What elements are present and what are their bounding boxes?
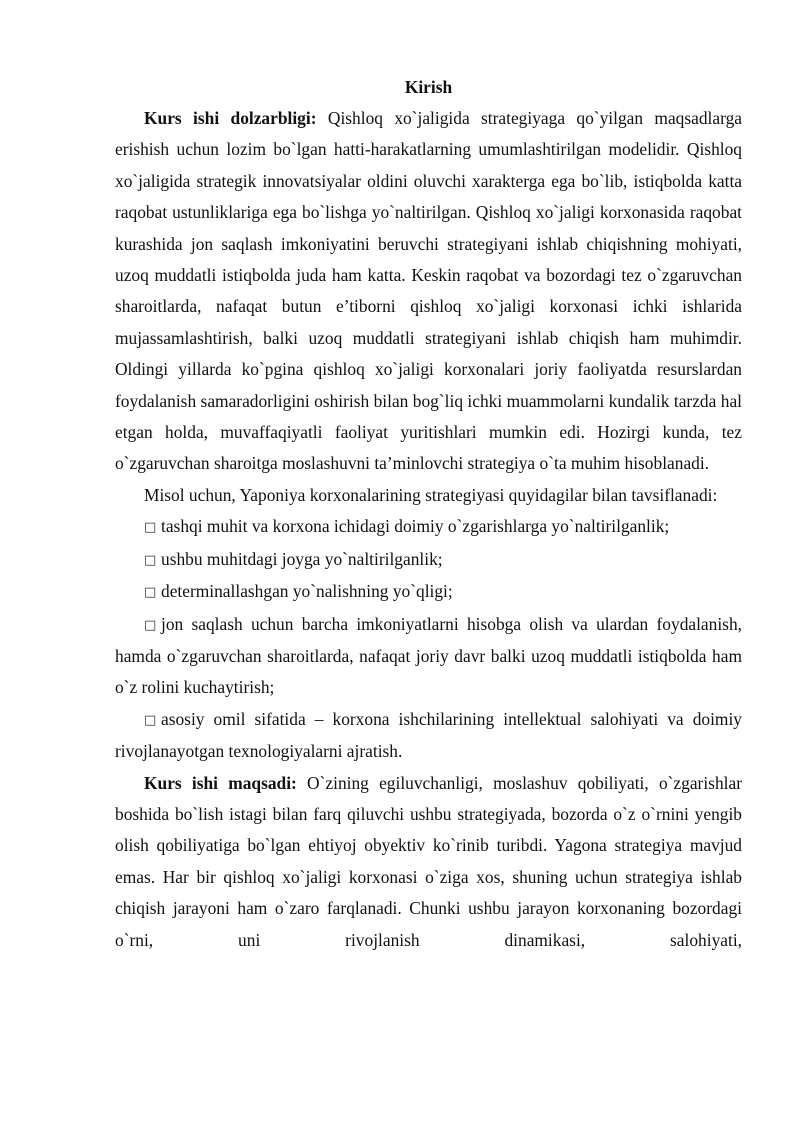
check-bullet-icon: □ [144,617,157,633]
paragraph-example: Misol uchun, Yaponiya korxonalarining strategiyasi quyidagilar bilan tavsiflanadi: [144,484,718,505]
check-bullet-icon: □ [144,520,157,536]
goal-text: O`zining egiluvchanligi, moslashuv qobiliyati, o`zgarishlar boshida bo`lish istagi bilan farq qiluvchi ushbu strategiyada, bozorda o`z o`rnini yengib olish qobiliyatiga bo`lgan ehtiyoj obyektiv ko`rinib turibdi. Yagona strategiya mavjud emas. Har bir qishloq xo`jaligi korxonasi o`ziga xos, shuning uchun strategiya ishlab chiqish jarayoni ham o`zaro farqlanadi. Chunki ushbu jarayon korxonaning bozordagi o`rni, uni rivojlanish dinamikasi, salohiyati, [115,772,742,950]
list-item-text: ushbu muhitdagi joyga yo`naltirilganlik; [161,548,443,569]
list-item [115,609,742,704]
list-item-text: tashqi muhit va korxona ichidagi doimiy o`zgarishlarga yo`naltirilganlik; [161,516,670,537]
list-item-text: jon saqlash uchun barcha imkoniyatlarni hisobga olish va ulardan foydalanish, hamda o`zgaruvchan sharoitlarda, nafaqat joriy davr balki uzoq muddatli istiqbolda ham o`z rolini kuchaytirish; [115,613,742,698]
check-bullet-icon: □ [144,552,157,568]
paragraph-goal [115,768,742,956]
check-bullet-icon: □ [144,712,157,728]
list-item [115,511,742,543]
list-item [115,544,742,576]
list-item-text: asosiy omil sifatida – korxona ishchilarining intellektual salohiyati va doimiy rivojlanayotgan texnologiyalarni ajratish. [115,708,742,762]
relevance-lead: Kurs ishi dolzarbligi: [144,108,317,128]
goal-lead: Kurs ishi maqsadi: [144,772,297,793]
list-item [115,704,742,768]
paragraph-relevance [115,103,742,480]
page-title: Kirish [404,77,453,97]
check-bullet-icon: □ [144,585,157,601]
document-page [115,72,742,956]
list-item [115,576,742,608]
relevance-text: Qishloq xo`jaligida strategiyaga qo`yilgan maqsadlarga erishish uchun lozim bo`lgan hatti-harakatlarning umumlashtirilgan modelidir. Qishloq xo`jaligida strategik innovatsiyalar oldini oluvchi xarakterga ega bo`lib, istiqbolda katta raqobat ustunliklariga ega bo`lishga yo`naltirilgan. Qishloq xo`jaligi korxonasida raqobat kurashida jon saqlash imkoniyatini beruvchi strategiyani ishlab chiqishning mohiyati, uzoq muddatli istiqbolda juda ham katta. Keskin raqobat va bozordagi tez o`zgaruvchan sharoitlarda, nafaqat butun e’tiborni qishloq xo`jaligi korxonasi ichki ishlarida mujassamlashtirish, balki uzoq muddatli strategiyani ishlab chiqish ham muhimdir. Oldingi yillarda ko`pgina qishloq xo`jaligi korxonalari joriy faoliyatda resurslardan foydalanish samaradorligini oshirish bilan bog`liq ichki muammolarni kundalik tarzda hal etgan holda, muvaffaqiyatli faoliyat yuritishlari mumkin edi. Hozirgi kunda, tez o`zgaruvchan sharoitga moslashuvni ta’minlovchi strategiya o`ta muhim hisoblanadi. [115,108,742,474]
list-item-text: determinallashgan yo`nalishning yo`qligi; [161,581,453,602]
